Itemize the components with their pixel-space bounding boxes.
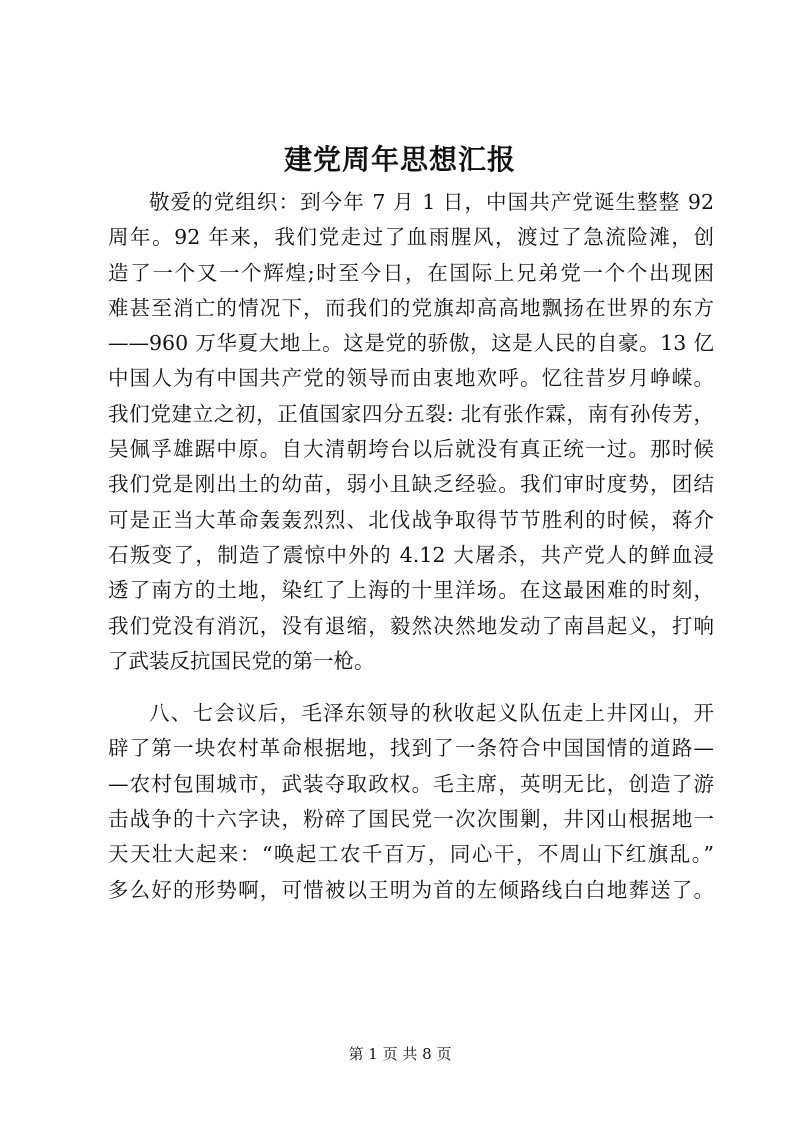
text-line: 可是正当大革命轰轰烈烈、北伐战争取得节节胜利的时候，蒋介 (108, 507, 714, 532)
text-line: 周年。92 年来，我们党走过了血雨腥风，渡过了急流险滩，创 (108, 225, 714, 250)
text-line: 透了南方的土地，染红了上海的十里洋场。在这最困难的时刻， (108, 578, 714, 603)
text-line: 敬爱的党组织：到今年 7 月 1 日，中国共产党诞生整整 92 (149, 190, 714, 214)
text-line: —农村包围城市，武装夺取政权。毛主席，英明无比，创造了游 (108, 771, 714, 796)
paragraph-1 (108, 185, 714, 679)
text-line: 我们党没有消沉，没有退缩，毅然决然地发动了南昌起义，打响 (108, 613, 714, 638)
text-line: 难甚至消亡的情况下，而我们的党旗却高高地飘扬在世界的东方 (108, 295, 714, 320)
text-line: ——960 万华夏大地上。这是党的骄傲，这是人民的自豪。13 亿 (108, 331, 714, 356)
text-line: 多么好的形势啊，可惜被以王明为首的左倾路线白白地葬送了。 (108, 877, 714, 902)
text-line: 造了一个又一个辉煌;时至今日，在国际上兄弟党一个个出现困 (108, 260, 714, 285)
paragraph-spacer (108, 679, 714, 696)
text-line: 了武装反抗国民党的第一枪。 (108, 648, 375, 673)
text-line: 中国人为有中国共产党的领导而由衷地欢呼。忆往昔岁月峥嵘。 (108, 366, 714, 391)
text-line: 八、七会议后，毛泽东领导的秋收起义队伍走上井冈山，开 (149, 701, 714, 726)
document-body (108, 185, 714, 908)
text-line: 击战争的十六字诀，粉碎了国民党一次次围剿，井冈山根据地一 (108, 807, 714, 832)
text-line: 辟了第一块农村革命根据地，找到了一条符合中国国情的道路— (108, 736, 714, 761)
document-title: 建党周年思想汇报 (283, 143, 516, 176)
paragraph-2 (108, 696, 714, 908)
page-footer: 第 1 页 共 8 页 (348, 1045, 452, 1063)
text-line: 石叛变了，制造了震惊中外的 4.12 大屠杀，共产党人的鲜血浸 (108, 542, 714, 567)
text-line: 我们党是刚出土的幼苗，弱小且缺乏经验。我们审时度势，团结 (108, 472, 714, 497)
text-line: 天天壮大起来：“唤起工农千百万，同心干，不周山下红旗乱。” (108, 842, 714, 867)
text-line: 吴佩孚雄踞中原。自大清朝垮台以后就没有真正统一过。那时候 (108, 437, 714, 462)
text-line: 我们党建立之初，正值国家四分五裂: 北有张作霖，南有孙传芳， (108, 401, 714, 426)
